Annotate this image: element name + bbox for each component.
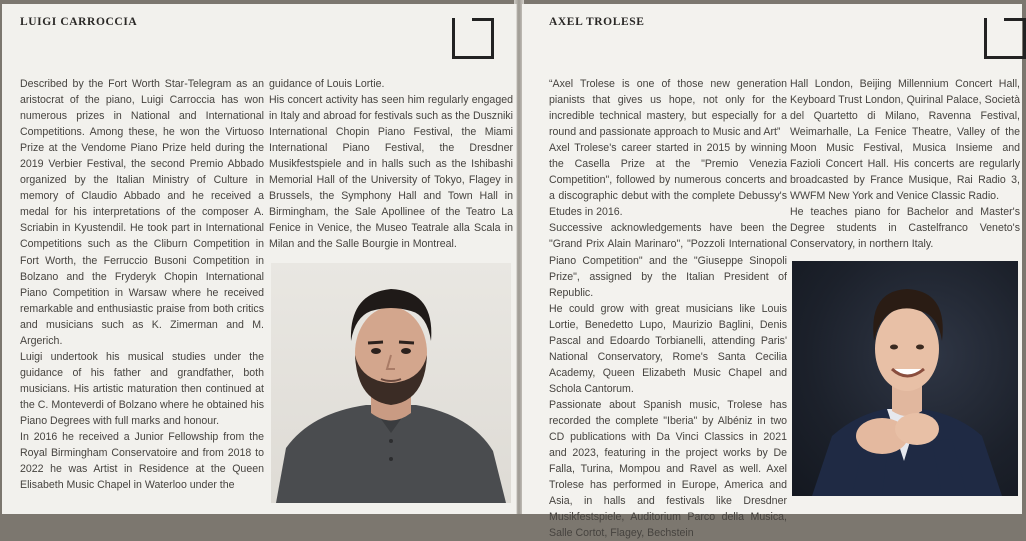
- right-page: [522, 4, 1022, 540]
- corner-mark-right: [984, 18, 1026, 59]
- corner-mark-left: [452, 18, 494, 59]
- artist-name-right: AXEL TROLESE: [549, 16, 645, 28]
- portrait-right-drawing: [792, 261, 1018, 496]
- bio-left-column-1: Described by the Fort Worth Star-Telegram as an aristocrat of the piano, Luigi Carroccia has won numerous prizes in National and International Competitions. Among these, he won the Virtuoso Prize at the Vendome Piano Prize held during the 2019 Verbier Festival, the second Premio Abbado organized by the Italian Ministry of Culture in memory of Claudio Abbado and he received a medal for his interpretations of the composer A. Scriabin in Kyustendil. He took part in International Competitions such as the Cliburn Competition in Fort Worth, the Ferruccio Busoni Competition in Bolzano and the Fryderyk Chopin International Piano Competition in Warsaw where he received remarkable and enthusiastic praise from both critics and musicians such as K. Zimerman and M. Argerich. Luigi undertook his musical studies under the guidance of his father and grandfather, both musicians. His artistic maturation then continued at the C. Monteverdi of Bolzano where he obtained his Piano Degrees with full marks and honour. In 2016 he received a Junior Fellowship from the Royal Birmingham Conservatoire and from 2018 to 2022 he was Artist in Residence at the Queen Elisabeth Music Chapel in Waterloo under the: [20, 78, 264, 492]
- bio-right-column-1: “Axel Trolese is one of those new generation pianists that gives us hope, not only for the incredible technical mastery, but especially for a round and passionate approach to Music and Art” Axel Trolese's career started in 2015 by winning the Casella Prize at the "Premio Venezia Competition", followed by numerous concerts and a discographic debut with the complete Debussy's Etudes in 2016. Successive acknowledgements have been the "Grand Prix Alain Marinaro", "Pozzoli International Piano Competition" and the "Giuseppe Sinopoli Prize", assigned by the Italian President of Republic. He could grow with great musicians like Louis Lortie, Benedetto Lupo, Maurizio Baglini, Denis Pascal and Edoardo Torbianelli, attending Paris' National Conservatory, Rome's Santa Cecilia Academy, Queen Elizabeth Music Chapel and Schola Cantorum. Passionate about Spanish music, Trolese has recorded the complete "Iberia" by Albéniz in two CD publications with Da Vinci Classics in 2021 and 2023, featuring in the project works by De Falla, Turina, Mompou and Ravel as well. Axel Trolese has performed in Europe, America and Asia, in halls and festivals like Dresdner Musikfestspiele, Auditorium Parco della Musica, Salle Cortot, Flagey, Bechstein: [549, 78, 787, 540]
- portrait-luigi-carroccia: [271, 263, 511, 503]
- left-page: [2, 4, 517, 514]
- bio-right-column-2: Hall London, Beijing Millennium Concert Hall, Keyboard Trust London, Quirinal Palace, Società del Quartetto di Milano, Ravenna Festival, Weimarhalle, La Fenice Theatre, Valley of the Moon Music Festival, Musica Insieme and Fazioli Concert Hall. His concerts are regularly broadcasted by France Musique, Rai Radio 3, WWFM New York and Venice Classic Radio. He teaches piano for Bachelor and Master's Degree students in Castelfranco Veneto's Conservatory, in northern Italy.: [790, 78, 1020, 251]
- artist-name-left: LUIGI CARROCCIA: [20, 16, 138, 28]
- portrait-axel-trolese: [792, 261, 1018, 496]
- bio-left-column-2: guidance of Louis Lortie. His concert activity has seen him regularly engaged in Italy and abroad for festivals such as the Duszniki International Chopin Piano Festival, the Miami International Piano Festival, the Dresdner Musikfestspiele and in halls such as the Ishibashi Memorial Hall of the University of Tokyo, Flagey in Brussels, the Symphony Hall and Town Hall in Birmingham, the Sale Apollinee of the Teatro La Fenice in Venice, the Museo Teatrale alla Scala in Milan and the Salle Bourgie in Montreal.: [269, 78, 513, 251]
- portrait-left-drawing: [271, 263, 511, 503]
